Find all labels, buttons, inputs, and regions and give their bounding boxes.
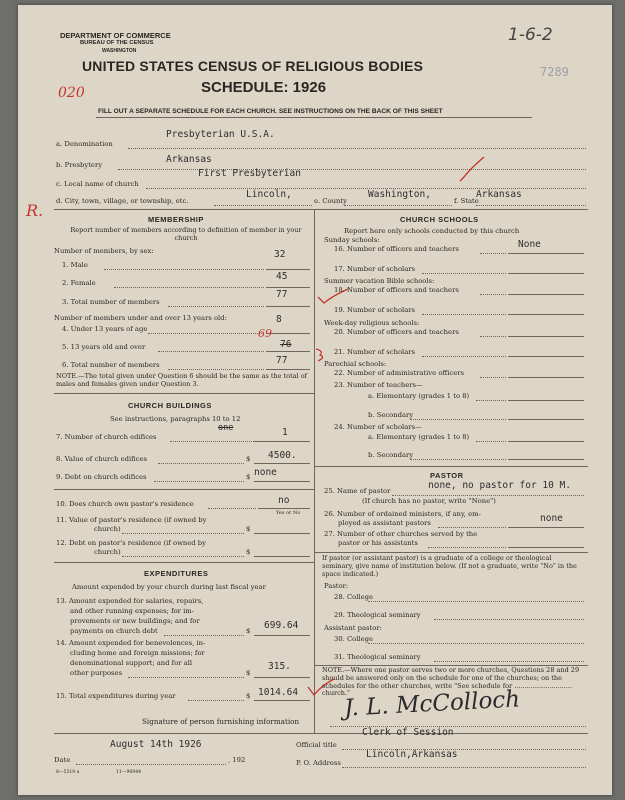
q14-dollar: $ [246,669,251,677]
answer-line [508,419,584,420]
line [422,314,506,315]
q13-dollar: $ [246,627,251,635]
section-divider [54,489,314,490]
q14-line-3: denominational support; and for all [70,659,193,667]
handwritten-r-mark: R. [26,201,44,220]
city-value: Lincoln, [246,189,292,200]
q12-label-cont: church) [94,548,121,556]
answer-line [508,527,584,528]
answer-line [266,369,310,370]
print-code-2: 11—90944 [116,770,142,775]
census-schedule-form [18,5,612,795]
answer-line [508,356,584,357]
schedule-year: SCHEDULE: 1926 [201,79,327,96]
q2-label: 2. Female [62,279,96,287]
state-value: Arkansas [476,189,522,200]
answer-line [266,269,310,270]
county-value: Washington, [368,189,431,200]
line [410,459,506,460]
q3-label: 3. Total number of members [62,298,160,306]
q10-value: no [278,495,290,506]
q19-label: 19. Number of scholars [334,306,416,314]
membership-intro: Report number of members according to definition of member in your church [70,226,302,242]
by-sex-label: Number of members, by sex: [54,247,154,255]
date-label: Date [54,756,71,764]
line [422,356,506,357]
q2-value: 45 [276,271,288,282]
line [214,205,312,206]
line [170,441,254,442]
pastor-subheading: Pastor: [324,582,349,590]
q14-line-4: other purposes [70,669,123,677]
pastor-note: NOTE.—Where one pastor serves two or more churches, Questions 28 and 29 should be answered only on the schedule for one of the churches; on the schedules for the other churches, write "See schedule for ............................ church." [322,666,580,698]
line [434,661,584,662]
q13-value: 699.64 [264,620,299,631]
buildings-title: CHURCH BUILDINGS [128,401,212,410]
q27-label-cont: pastor or his assistants [338,539,418,547]
line [122,556,244,557]
q8-label: 8. Value of church edifices [56,455,148,463]
county-label: e. County [314,197,347,205]
answer-line [254,481,310,482]
answer-line [508,294,584,295]
official-title-value: Clerk of Session [362,727,454,738]
q30-label: 30. College [334,635,374,643]
q6-label: 6. Total number of members [62,361,160,369]
line [114,287,264,288]
q9-label: 9. Debt on church edifices [56,473,147,481]
membership-note: NOTE.—The total given under Question 6 should be the same as the total of males and females given under Question 3. [56,372,308,388]
parochial-label: Parochial schools: [324,360,387,368]
q10-hint: Yes or No [276,510,301,516]
line [168,306,264,307]
membership-title: MEMBERSHIP [148,215,204,224]
q11-label-cont: church) [94,525,121,533]
q16-label: 16. Number of officers and teachers [334,245,459,253]
denomination-value: Presbyterian U.S.A. [166,129,275,140]
q12-dollar: $ [246,548,251,556]
handwritten-number: 020 [58,85,85,101]
line [188,700,244,701]
local-name-value: First Presbyterian [198,168,301,179]
q8-dollar: $ [246,455,251,463]
expenditures-title: EXPENDITURES [144,569,209,578]
presbytery-value: Arkansas [166,154,212,165]
q25-value: none, no pastor for 10 M. [428,480,571,491]
line [422,273,506,274]
red-check-icon [458,155,488,185]
denomination-label: a. Denomination [56,140,113,148]
assistant-subheading: Assistant pastor: [324,624,382,632]
q13-line-4: payments on church debt [70,627,158,635]
q24a-label: a. Elementary (grades 1 to 8) [368,433,470,441]
answer-line [266,333,310,334]
q12-label: 12. Debt on pastor's residence (if owned by [56,539,206,547]
divider [96,117,532,118]
answer-line [254,677,310,678]
q3-value: 77 [276,289,288,300]
stamp-number: 7289 [540,65,569,79]
line [158,351,264,352]
q13-line-1: 13. Amount expended for salaries, repairs, [56,597,204,605]
q26-label: 26. Number of ordained ministers, if any, em- [324,510,481,518]
handwritten-top-number: 1-6-2 [508,25,553,45]
q26-label-cont: ployed as assistant pastors [338,519,431,527]
answer-line [266,351,310,352]
year-suffix: , 192 [228,756,246,764]
answer-line [266,287,310,288]
q6-value: 77 [276,355,288,366]
q8-value: 4500. [268,450,297,461]
date-value: August 14th 1926 [110,739,202,750]
line [154,481,244,482]
q26-value: none [540,513,563,524]
summer-label: Summer vacation Bible schools: [324,277,435,285]
graduate-note: If pastor (or assistant pastor) is a graduate of a college or theological seminary, give name of institution below. (If not a graduate, write "No" in the space indicated.) [322,554,577,578]
section-divider [54,562,314,563]
local-name-label: c. Local name of church [56,180,139,188]
answer-line [254,463,310,464]
sunday-label: Sunday schools: [324,236,380,244]
city-label: d. City, town, village, or township, etc. [56,197,189,205]
form-title: UNITED STATES CENSUS OF RELIGIOUS BODIES [82,58,424,74]
line [480,377,506,378]
line [158,463,244,464]
line [476,400,506,401]
schools-title: CHURCH SCHOOLS [400,215,479,224]
frame-top [54,209,588,210]
q23-label: 23. Number of teachers— [334,381,423,389]
answer-line [508,400,584,401]
line [128,148,586,149]
line [122,533,244,534]
q28-label: 28. College [334,593,374,601]
q24b-label: b. Secondary [368,451,414,459]
section-divider [54,393,314,394]
answer-line [508,547,584,548]
q22-label: 22. Number of administrative officers [334,369,464,377]
bureau-line: BUREAU OF THE CENSUS [80,40,154,46]
signature-handwritten: J. L. McColloch [343,686,521,722]
line [118,169,586,170]
q5-correction: 69 [258,327,272,340]
answer-line [266,306,310,307]
signature-label: Signature of person furnishing information [142,717,300,726]
department-line: DEPARTMENT OF COMMERCE [60,31,171,40]
q13-line-2: and other running expenses; for im- [70,607,195,615]
answer-line [254,441,310,442]
po-address-value: Lincoln,Arkansas [366,749,458,760]
line [344,205,452,206]
answer-line [508,459,584,460]
date-line [76,764,226,765]
q21-label: 21. Number of scholars [334,348,416,356]
line [434,619,584,620]
q7-label: 7. Number of church edifices [56,433,157,441]
line [428,547,506,548]
q14-line-1: 14. Amount expended for benevolences, in- [56,639,206,647]
line [476,441,506,442]
line [164,635,244,636]
answer-line [508,336,584,337]
q11-dollar: $ [246,525,251,533]
q15-value: 1014.64 [258,687,299,698]
line [480,336,506,337]
section-divider [314,552,588,553]
buildings-instructions: See instructions, paragraphs 10 to 12 [110,415,241,423]
weekday-label: Week-day religious schools: [324,319,420,327]
line [368,601,584,602]
line [208,508,256,509]
line [368,643,584,644]
q1-value: 32 [274,249,286,260]
q17-label: 17. Number of scholars [334,265,416,273]
expenditures-intro: Amount expended by your church during last fiscal year [72,583,266,591]
q14-value: 315. [268,661,291,672]
po-address-label: P. O. Address [296,759,341,767]
q9-value: none [254,467,277,478]
q7-value: 1 [282,427,288,438]
frame-bottom [54,733,588,734]
answer-line [508,377,584,378]
answer-line [508,273,584,274]
q13-line-3: provements or new buildings; and for [70,617,200,625]
state-label: f. State [454,197,479,205]
q5-value: 76 [280,339,292,350]
line [392,495,584,496]
answer-line [508,441,584,442]
line [480,294,506,295]
q15-label: 15. Total expenditures during year [56,692,176,700]
pastor-title: PASTOR [430,471,464,480]
line [104,269,264,270]
q11-label: 11. Value of pastor's residence (if owned by [56,516,207,524]
official-title-label: Official title [296,741,337,749]
q25-hint: (If church has no pastor, write "None") [362,497,496,505]
line [480,253,506,254]
line [438,527,506,528]
q29-label: 29. Theological seminary [334,611,421,619]
line [148,333,264,334]
line [128,677,244,678]
q18-label: 18. Number of officers and teachers [334,286,459,294]
q5-label: 5. 13 years old and over [62,343,146,351]
answer-line [508,314,584,315]
section-divider [314,466,588,467]
city-line: WASHINGTON [102,48,137,54]
answer-line [254,635,310,636]
q20-label: 20. Number of officers and teachers [334,328,459,336]
answer-line [258,508,310,509]
q24-label: 24. Number of scholars— [334,423,422,431]
line [476,205,586,206]
schools-intro: Report here only schools conducted by this church [344,227,520,235]
q10-label: 10. Does church own pastor's residence [56,500,194,508]
q23b-label: b. Secondary [368,411,414,419]
age-intro-label: Number of members under and over 13 years old: [54,314,227,322]
answer-line [254,700,310,701]
q16-value: None [518,239,541,250]
q15-dollar: $ [246,692,251,700]
q14-line-2: cluding home and foreign missions; for [70,649,205,657]
answer-line [508,253,584,254]
q4-value: 8 [276,314,282,325]
q25-label: 25. Name of pastor [324,487,391,495]
q4-label: 4. Under 13 years of age [62,325,148,333]
q9-dollar: $ [246,473,251,481]
q31-label: 31. Theological seminary [334,653,421,661]
form-subtitle: FILL OUT A SEPARATE SCHEDULE FOR EACH CHURCH. SEE INSTRUCTIONS ON THE BACK OF THIS SHEET [98,108,443,115]
q1-label: 1. Male [62,261,88,269]
q27-label: 27. Number of other churches served by the [324,530,478,538]
line [342,767,586,768]
line [168,369,264,370]
buildings-instr-value: one [218,423,234,433]
presbytery-label: b. Presbytery [56,161,103,169]
answer-line [254,533,310,534]
print-code: 8—5519 a [56,770,80,775]
answer-line [254,556,310,557]
q23a-label: a. Elementary (grades 1 to 8) [368,392,470,400]
line [410,419,506,420]
